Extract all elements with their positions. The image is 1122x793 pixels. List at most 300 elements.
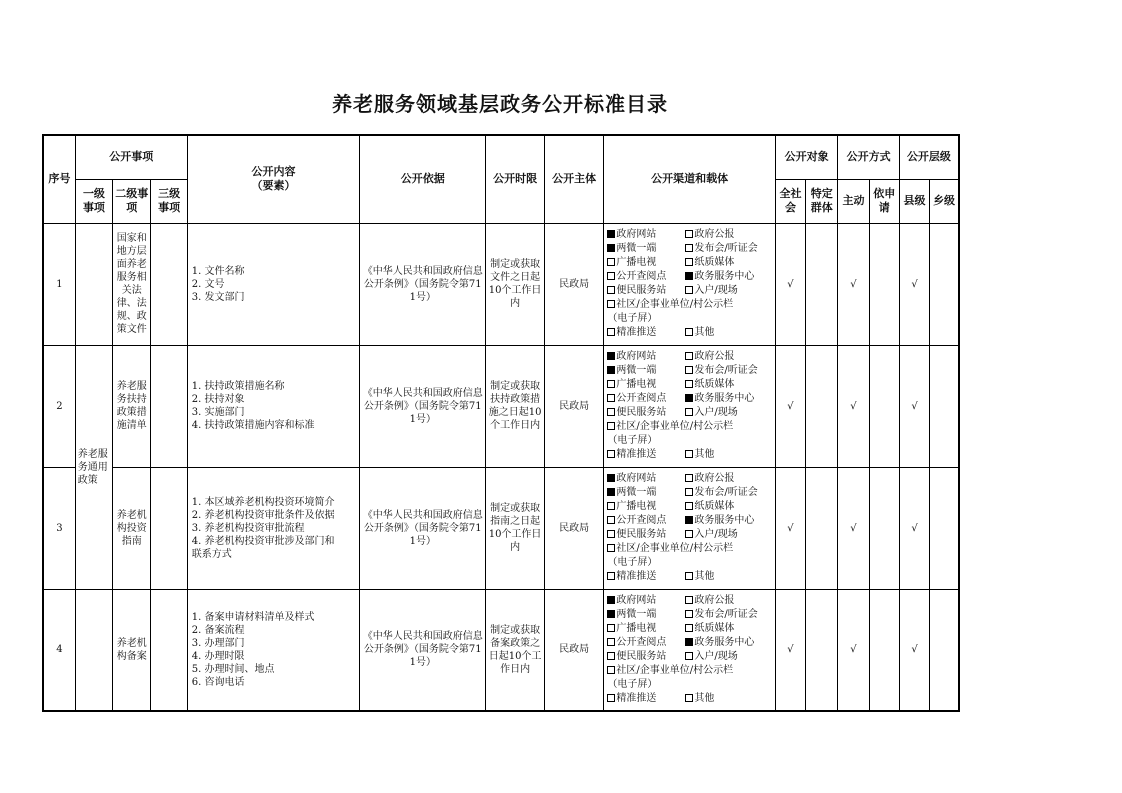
channel-line <box>607 378 771 392</box>
table-row <box>43 345 959 467</box>
channel-option <box>607 622 685 636</box>
row-target-all: √ <box>775 589 805 711</box>
channel-line <box>607 570 771 584</box>
channel-option <box>685 500 763 514</box>
row-level2: 养老机构投资指南 <box>113 467 151 589</box>
header-content <box>187 135 360 223</box>
content-line: 3. 实施部门 <box>191 407 245 418</box>
catalog-body <box>43 223 959 711</box>
channel-label: 社区/企事业单位/村公示栏 <box>616 543 734 554</box>
channel-label: 公开查阅点 <box>616 393 667 404</box>
channel-label: （电子屏） <box>607 313 658 324</box>
channel-line <box>607 392 771 406</box>
row-method-active: √ <box>838 467 869 589</box>
channel-option <box>607 270 685 284</box>
content-line: 2. 扶持对象 <box>191 394 245 405</box>
row-content <box>187 589 360 711</box>
content-line: 4. 养老机构投资审批涉及部门和 <box>191 535 335 547</box>
channel-label: （电子屏） <box>607 557 658 568</box>
checked-box-icon <box>685 638 693 646</box>
unchecked-box-icon <box>607 328 615 336</box>
unchecked-box-icon <box>607 450 615 458</box>
unchecked-box-icon <box>685 328 693 336</box>
content-line: 2. 备案流程 <box>191 624 245 636</box>
row-subject: 民政局 <box>544 223 604 345</box>
header-subject: 公开主体 <box>544 135 604 223</box>
row-target-all: √ <box>775 223 805 345</box>
channel-option <box>607 692 685 706</box>
row-level3 <box>151 345 187 467</box>
channel-line <box>607 420 771 434</box>
channel-label: 两微一端 <box>616 608 657 620</box>
row-subject: 民政局 <box>544 467 604 589</box>
unchecked-box-icon <box>607 380 615 388</box>
unchecked-box-icon <box>685 694 693 702</box>
unchecked-box-icon <box>607 516 615 524</box>
channel-label: 社区/企事业单位/村公示栏 <box>616 664 734 676</box>
channel-option <box>607 472 685 486</box>
channel-label: 精准推送 <box>616 327 657 338</box>
channel-option <box>607 500 685 514</box>
row-channels <box>604 223 775 345</box>
channel-line <box>607 364 771 378</box>
row-level3 <box>151 223 187 345</box>
channel-line <box>607 486 771 500</box>
channel-line <box>607 472 771 486</box>
channel-option <box>685 570 763 584</box>
channel-option <box>685 650 763 664</box>
channel-label: 公开查阅点 <box>616 271 667 282</box>
channel-label: 两微一端 <box>616 487 657 498</box>
row-subject: 民政局 <box>544 589 604 711</box>
row-target-specific <box>806 589 838 711</box>
row-time: 制定或获取备案政策之日起10个工作日内 <box>486 589 545 711</box>
checked-box-icon <box>607 352 615 360</box>
channel-label: 政府公报 <box>694 229 735 240</box>
channel-option <box>607 556 657 570</box>
header-method-active: 主动 <box>838 179 869 223</box>
content-line: 1. 备案申请材料清单及样式 <box>191 611 315 623</box>
channel-label: 纸质媒体 <box>694 622 735 634</box>
level1-empty-cell <box>75 223 112 345</box>
row-basis: 《中华人民共和国政府信息公开条例》（国务院令第711号） <box>360 345 486 467</box>
row-content <box>187 345 360 467</box>
unchecked-box-icon <box>607 624 615 632</box>
row-seq: 1 <box>43 223 75 345</box>
channel-line <box>607 608 771 622</box>
content-line: 1. 文件名称 <box>191 265 245 277</box>
channel-option <box>685 528 763 542</box>
channel-line <box>607 284 771 298</box>
row-seq: 3 <box>43 467 75 589</box>
channel-option <box>607 420 733 434</box>
header-level2: 二级事项 <box>113 179 151 223</box>
channel-label: 便民服务站 <box>616 529 667 540</box>
header-basis: 公开依据 <box>360 135 486 223</box>
channel-line <box>607 406 771 420</box>
channel-label: 广播电视 <box>616 622 657 634</box>
row-basis: 《中华人民共和国政府信息公开条例》（国务院令第711号） <box>360 223 486 345</box>
channel-option <box>685 486 763 500</box>
header-target-specific: 特定群体 <box>806 179 838 223</box>
unchecked-box-icon <box>607 272 615 280</box>
checked-box-icon <box>607 244 615 252</box>
channel-option <box>607 434 657 448</box>
checked-box-icon <box>607 488 615 496</box>
row-level-county: √ <box>899 345 929 467</box>
channel-option <box>607 364 685 378</box>
header-target-all: 全社会 <box>775 179 805 223</box>
channel-label: 公开查阅点 <box>616 636 667 648</box>
channel-label: 其他 <box>694 571 715 582</box>
row-level-county: √ <box>899 589 929 711</box>
channel-option <box>685 448 763 462</box>
channel-line <box>607 664 771 678</box>
row-target-specific <box>806 467 838 589</box>
row-channels <box>604 345 775 467</box>
channel-label: 政务服务中心 <box>694 393 755 404</box>
unchecked-box-icon <box>685 244 693 252</box>
row-content <box>187 467 360 589</box>
unchecked-box-icon <box>685 408 693 416</box>
channel-line <box>607 298 771 312</box>
unchecked-box-icon <box>685 652 693 660</box>
channel-label: 政府网站 <box>616 594 657 606</box>
channel-label: 入户/现场 <box>694 407 738 418</box>
channel-line <box>607 242 771 256</box>
channel-option <box>685 228 763 242</box>
channel-label: 纸质媒体 <box>694 257 735 268</box>
channel-label: 政府公报 <box>694 351 735 362</box>
unchecked-box-icon <box>685 488 693 496</box>
row-level2: 养老服务扶持政策措施清单 <box>113 345 151 467</box>
channel-label: 纸质媒体 <box>694 379 735 390</box>
channel-label: 政府网站 <box>616 473 657 484</box>
row-channels <box>604 589 775 711</box>
channel-option <box>607 378 685 392</box>
table-row <box>43 589 959 711</box>
content-line: 3. 发文部门 <box>191 291 245 303</box>
channel-label: 广播电视 <box>616 257 657 268</box>
row-method-active: √ <box>838 589 869 711</box>
row-time: 制定或获取扶持政策措施之日起10个工作日内 <box>486 345 545 467</box>
channel-option <box>685 608 763 622</box>
channel-label: （电子屏） <box>607 678 658 690</box>
channel-line <box>607 270 771 284</box>
header-level: 公开层级 <box>899 135 959 179</box>
channel-option <box>607 298 733 312</box>
unchecked-box-icon <box>685 530 693 538</box>
unchecked-box-icon <box>607 530 615 538</box>
row-seq: 2 <box>43 345 75 467</box>
header-level1: 一级事项 <box>75 179 112 223</box>
checked-box-icon <box>685 272 693 280</box>
channel-option <box>685 378 763 392</box>
channel-label: 发布会/听证会 <box>694 487 758 498</box>
unchecked-box-icon <box>607 258 615 266</box>
channel-label: 政务服务中心 <box>694 271 755 282</box>
channel-option <box>685 392 763 406</box>
channel-option <box>685 594 763 608</box>
channel-label: 其他 <box>694 692 715 704</box>
checked-box-icon <box>607 610 615 618</box>
row-level-town <box>930 467 959 589</box>
channel-option <box>685 406 763 420</box>
channel-option <box>607 514 685 528</box>
channel-option <box>607 392 685 406</box>
content-line: 6. 咨询电话 <box>191 676 245 688</box>
channel-label: 精准推送 <box>616 571 657 582</box>
checked-box-icon <box>607 596 615 604</box>
row-seq: 4 <box>43 589 75 711</box>
row-basis: 《中华人民共和国政府信息公开条例》（国务院令第711号） <box>360 467 486 589</box>
channel-label: 政务服务中心 <box>694 636 755 648</box>
row-method-active: √ <box>838 223 869 345</box>
channel-label: 发布会/听证会 <box>694 608 758 620</box>
content-line: 联系方式 <box>191 548 232 560</box>
channel-line <box>607 448 771 462</box>
row-channels <box>604 467 775 589</box>
unchecked-box-icon <box>685 286 693 294</box>
unchecked-box-icon <box>685 380 693 388</box>
channel-label: 精准推送 <box>616 449 657 460</box>
checked-box-icon <box>607 474 615 482</box>
header-method-request: 依申请 <box>869 179 899 223</box>
channel-line <box>607 228 771 242</box>
channel-label: 广播电视 <box>616 379 657 390</box>
header-seq: 序号 <box>43 135 75 223</box>
channel-label: 入户/现场 <box>694 650 738 662</box>
row-method-request <box>869 589 899 711</box>
channel-option <box>607 228 685 242</box>
checked-box-icon <box>607 230 615 238</box>
content-line: 2. 文号 <box>191 278 225 290</box>
row-time: 制定或获取文件之日起10个工作日内 <box>486 223 545 345</box>
header-content-sub: （要素） <box>251 179 296 193</box>
row-level-town <box>930 345 959 467</box>
channel-label: 纸质媒体 <box>694 501 735 512</box>
channel-option <box>685 242 763 256</box>
channel-label: 两微一端 <box>616 365 657 376</box>
row-level-county: √ <box>899 223 929 345</box>
row-method-request <box>869 223 899 345</box>
channel-line <box>607 326 771 340</box>
channel-label: （电子屏） <box>607 435 658 446</box>
channel-label: 其他 <box>694 449 715 460</box>
row-basis: 《中华人民共和国政府信息公开条例》（国务院令第711号） <box>360 589 486 711</box>
unchecked-box-icon <box>685 352 693 360</box>
row-level3 <box>151 589 187 711</box>
unchecked-box-icon <box>607 408 615 416</box>
channel-label: 精准推送 <box>616 692 657 704</box>
unchecked-box-icon <box>607 422 615 430</box>
content-line: 5. 办理时间、地点 <box>191 663 275 675</box>
channel-option <box>607 570 685 584</box>
row-level-town <box>930 223 959 345</box>
row-level-town <box>930 589 959 711</box>
channel-label: 政府公报 <box>694 594 735 606</box>
header-row-top <box>43 135 959 179</box>
unchecked-box-icon <box>607 652 615 660</box>
row-target-all: √ <box>775 345 805 467</box>
content-line: 4. 办理时限 <box>191 650 245 662</box>
channel-option <box>685 364 763 378</box>
channel-line <box>607 312 771 326</box>
unchecked-box-icon <box>607 694 615 702</box>
channel-option <box>607 312 657 326</box>
channel-label: 社区/企事业单位/村公示栏 <box>616 299 734 310</box>
row-target-specific <box>806 345 838 467</box>
channel-option <box>685 350 763 364</box>
channel-option <box>607 678 657 692</box>
row-level3 <box>151 467 187 589</box>
channel-option <box>607 406 685 420</box>
channel-option <box>685 270 763 284</box>
row-content <box>187 223 360 345</box>
channel-label: 政府公报 <box>694 473 735 484</box>
content-line: 1. 扶持政策措施名称 <box>191 381 285 392</box>
content-line: 3. 办理部门 <box>191 637 245 649</box>
row-level2: 国家和地方层面养老服务相关法律、法规、政策文件 <box>113 223 151 345</box>
channel-label: 政府网站 <box>616 351 657 362</box>
channel-option <box>685 514 763 528</box>
channel-label: 两微一端 <box>616 243 657 254</box>
unchecked-box-icon <box>607 394 615 402</box>
channel-option <box>685 622 763 636</box>
channel-option <box>685 326 763 340</box>
channel-option <box>607 350 685 364</box>
channel-line <box>607 692 771 706</box>
channel-option <box>685 636 763 650</box>
unchecked-box-icon <box>607 286 615 294</box>
channel-option <box>685 256 763 270</box>
channel-line <box>607 622 771 636</box>
row-subject: 民政局 <box>544 345 604 467</box>
channel-line <box>607 256 771 270</box>
content-line: 1. 本区域养老机构投资环境简介 <box>191 496 335 508</box>
content-line: 4. 扶持政策措施内容和标准 <box>191 420 315 431</box>
unchecked-box-icon <box>685 258 693 266</box>
document-title: 养老服务领域基层政务公开标准目录 <box>332 92 668 116</box>
channel-label: 发布会/听证会 <box>694 365 758 376</box>
channel-line <box>607 650 771 664</box>
header-level3: 三级事项 <box>151 179 187 223</box>
channel-label: 便民服务站 <box>616 407 667 418</box>
unchecked-box-icon <box>685 572 693 580</box>
channel-label: 便民服务站 <box>616 285 667 296</box>
channel-label: 社区/企事业单位/村公示栏 <box>616 421 734 432</box>
channel-label: 便民服务站 <box>616 650 667 662</box>
unchecked-box-icon <box>607 572 615 580</box>
checked-box-icon <box>685 394 693 402</box>
channel-line <box>607 350 771 364</box>
unchecked-box-icon <box>607 666 615 674</box>
channel-option <box>607 664 733 678</box>
channel-line <box>607 542 771 556</box>
content-line: 2. 养老机构投资审批条件及依据 <box>191 509 335 521</box>
unchecked-box-icon <box>685 366 693 374</box>
channel-option <box>607 542 733 556</box>
channel-option <box>685 284 763 298</box>
content-line: 3. 养老机构投资审批流程 <box>191 522 305 534</box>
unchecked-box-icon <box>685 474 693 482</box>
channel-option <box>685 472 763 486</box>
channel-option <box>607 636 685 650</box>
row-level2: 养老机构备案 <box>113 589 151 711</box>
row-target-specific <box>806 223 838 345</box>
row-method-active: √ <box>838 345 869 467</box>
channel-option <box>607 448 685 462</box>
level1-group-cell: 养老服务通用政策 <box>75 345 112 589</box>
channel-label: 发布会/听证会 <box>694 243 758 254</box>
unchecked-box-icon <box>607 544 615 552</box>
row-time: 制定或获取指南之日起10个工作日内 <box>486 467 545 589</box>
catalog-table <box>42 134 960 712</box>
header-level-county: 县级 <box>899 179 929 223</box>
channel-option <box>607 594 685 608</box>
header-target: 公开对象 <box>775 135 838 179</box>
unchecked-box-icon <box>685 596 693 604</box>
channel-line <box>607 678 771 692</box>
unchecked-box-icon <box>685 450 693 458</box>
channel-line <box>607 528 771 542</box>
header-content-label: 公开内容 <box>251 165 296 179</box>
row-target-all: √ <box>775 467 805 589</box>
unchecked-box-icon <box>685 502 693 510</box>
channel-option <box>607 486 685 500</box>
channel-line <box>607 434 771 448</box>
channel-line <box>607 556 771 570</box>
header-method: 公开方式 <box>838 135 900 179</box>
header-channel: 公开渠道和载体 <box>604 135 775 223</box>
channel-option <box>607 608 685 622</box>
channel-option <box>685 692 763 706</box>
checked-box-icon <box>607 366 615 374</box>
unchecked-box-icon <box>607 502 615 510</box>
checked-box-icon <box>685 516 693 524</box>
level1-empty-cell <box>75 589 112 711</box>
channel-label: 广播电视 <box>616 501 657 512</box>
row-method-request <box>869 345 899 467</box>
channel-label: 入户/现场 <box>694 285 738 296</box>
channel-label: 政务服务中心 <box>694 515 755 526</box>
channel-label: 其他 <box>694 327 715 338</box>
channel-line <box>607 514 771 528</box>
channel-line <box>607 594 771 608</box>
unchecked-box-icon <box>607 300 615 308</box>
unchecked-box-icon <box>685 230 693 238</box>
channel-label: 公开查阅点 <box>616 515 667 526</box>
row-level-county: √ <box>899 467 929 589</box>
channel-line <box>607 636 771 650</box>
header-time: 公开时限 <box>486 135 545 223</box>
channel-option <box>607 284 685 298</box>
channel-option <box>607 528 685 542</box>
channel-label: 政府网站 <box>616 229 657 240</box>
unchecked-box-icon <box>685 610 693 618</box>
channel-option <box>607 242 685 256</box>
unchecked-box-icon <box>685 624 693 632</box>
channel-option <box>607 256 685 270</box>
channel-label: 入户/现场 <box>694 529 738 540</box>
row-method-request <box>869 467 899 589</box>
header-items: 公开事项 <box>75 135 187 179</box>
channel-line <box>607 500 771 514</box>
unchecked-box-icon <box>607 638 615 646</box>
table-row <box>43 223 959 345</box>
header-level-town: 乡级 <box>930 179 959 223</box>
channel-option <box>607 326 685 340</box>
